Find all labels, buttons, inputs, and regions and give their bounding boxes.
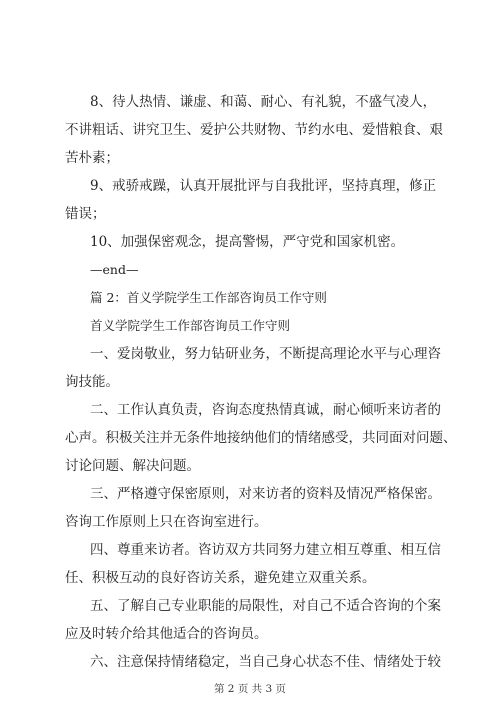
paragraph-line: 二、工作认真负责，咨询态度热情真诚，耐心倾听来访者的 (90, 402, 441, 418)
end-marker: —end— (90, 262, 139, 277)
paragraph-line: 应及时转介给其他适合的咨询员。 (65, 626, 268, 642)
paragraph-line: 任、积极互动的良好咨访关系，避免建立双重关系。 (65, 570, 376, 586)
paragraph-line: 10、加强保密观念，提高警惕，严守党和国家机密。 (90, 234, 405, 250)
paragraph-line: 错误； (65, 206, 106, 222)
paragraph-line: 五、了解自己专业职能的局限性，对自己不适合咨询的个案 (90, 598, 441, 614)
paragraph-line: 苦朴素； (65, 150, 119, 166)
paragraph-line: 六、注意保持情绪稳定，当自己身心状态不佳、情绪处于较 (90, 654, 441, 670)
page-footer: 第 2 页 共 3 页 (213, 683, 287, 695)
paragraph-line: 8、待人热情、谦虚、和蔼、耐心、有礼貌，不盛气凌人， (90, 94, 437, 110)
paragraph-line: 三、严格遵守保密原则，对来访者的资料及情况严格保密。 (90, 486, 441, 502)
section-heading: 篇 2：首义学院学生工作部咨询员工作守则 (90, 290, 327, 305)
paragraph-line: 四、尊重来访者。咨访双方共同努力建立相互尊重、相互信 (90, 542, 441, 558)
section-title: 首义学院学生工作部咨询员工作守则 (90, 318, 291, 333)
paragraph-line: 咨询工作原则上只在咨询室进行。 (65, 514, 268, 530)
paragraph-line: 9、戒骄戒躁，认真开展批评与自我批评，坚持真理，修正 (90, 178, 437, 194)
paragraph-line: 一、爱岗敬业，努力钻研业务，不断提高理论水平与心理咨 (90, 346, 441, 362)
paragraph-line: 不讲粗话、讲究卫生、爱护公共财物、节约水电、爱惜粮食、艰 (65, 122, 443, 138)
paragraph-line: 讨论问题、解决问题。 (65, 458, 200, 474)
paragraph-line: 询技能。 (65, 374, 119, 390)
paragraph-line: 心声。积极关注并无条件地接纳他们的情绪感受，共同面对问题、 (65, 430, 457, 446)
